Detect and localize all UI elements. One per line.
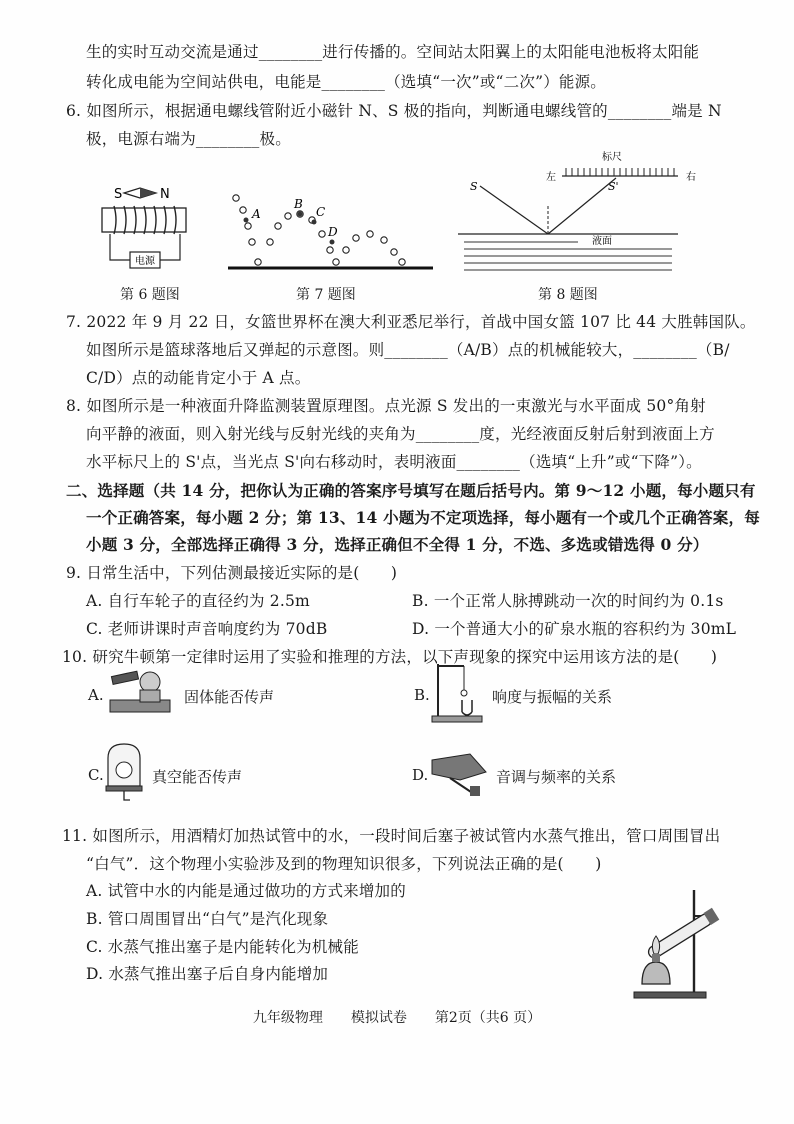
q6-line-2: 极，电源右端为________极。 — [86, 130, 291, 148]
q7-line-2: 如图所示是篮球落地后又弹起的示意图。则________（A/B）点的机械能较大，________（B/ — [86, 341, 730, 359]
q10-a-letter: A. — [88, 686, 104, 704]
fig7-point-b: B — [294, 197, 303, 211]
q9-option-c: C. 老师讲课时声音响度约为 70dB — [86, 620, 328, 638]
compass-needle-dark — [140, 188, 156, 198]
flame — [652, 936, 659, 954]
left-wire — [110, 234, 130, 260]
q10-b-text: 响度与振幅的关系 — [492, 688, 613, 706]
section2-header-2: 一个正确答案，每小题 2 分；第 13、14 小题为不定项选择，每小题有一个或几个正确答案，每 — [86, 508, 760, 527]
rotating-gear — [432, 754, 486, 780]
q11-option-b: B. 管口周围冒出“白气”是汽化现象 — [86, 910, 329, 928]
ruler-ticks — [566, 168, 674, 176]
q11-option-a: A. 试管中水的内能是通过做功的方式来增加的 — [86, 882, 406, 900]
q9-option-b: B. 一个正常人脉搏跳动一次的时间约为 0.1s — [412, 592, 724, 610]
q7-line-3: C/D）点的动能肯定小于 A 点。 — [86, 369, 311, 387]
alcohol-lamp — [642, 962, 670, 984]
q9-option-d: D. 一个普通大小的矿泉水瓶的容积约为 30mL — [412, 620, 737, 638]
q10-stem: 10. 研究牛顿第一定律时运用了实验和推理的方法，以下声现象的探究中运用该方法的是( ) — [62, 648, 718, 666]
q8-line-1: 8. 如图所示是一种液面升降监测装置原理图。点光源 S 发出的一束激光与水平面成 50°角射 — [66, 397, 706, 415]
section2-header-3: 小题 3 分，全部选择正确得 3 分，选择正确但不全得 1 分，不选、多选或错选得 0 分） — [86, 535, 709, 554]
reflected-ray — [548, 178, 616, 234]
tube — [111, 671, 138, 684]
fig8-liquid-label: 液面 — [592, 236, 612, 247]
q10-d-card-wheel-icon — [430, 752, 490, 798]
fig6-n-label: N — [160, 187, 170, 202]
fig8-image-label: S' — [608, 180, 619, 193]
pump-tube — [124, 791, 130, 800]
hand — [470, 786, 480, 796]
alarm-clock — [116, 762, 132, 778]
fig8-source-label: S — [470, 180, 478, 193]
q10-d-letter: D. — [412, 766, 429, 784]
fig8-right-label: 右 — [686, 172, 696, 183]
stand-base — [432, 716, 482, 722]
q5-line-2: 转化成电能为空间站供电，电能是________（选填“一次”或“二次”）能源。 — [86, 73, 606, 91]
q10-c-bell-jar-icon — [104, 740, 144, 806]
fig8-caption: 第 8 题图 — [538, 287, 598, 303]
q10-b-letter: B. — [414, 686, 430, 704]
fig8-left-label: 左 — [546, 172, 556, 183]
fig6-s-label: S — [114, 187, 123, 202]
q8-line-3: 水平标尺上的 S'点，当光点 S'向右移动时，表明液面________（选填“上升”或“下降”）。 — [86, 453, 702, 471]
q10-a-listening-table-icon — [106, 664, 176, 716]
right-wire — [160, 234, 180, 260]
q10-a-text: 固体能否传声 — [184, 688, 275, 706]
q10-b-tuning-fork-stand-icon — [430, 660, 486, 724]
fig8-ruler-label: 标尺 — [602, 152, 622, 163]
fig6-solenoid-diagram — [90, 180, 200, 275]
fig7-point-c: C — [316, 205, 326, 219]
q11-line-2: “白气”．这个物理小实验涉及到的物理知识很多，下列说法正确的是( ) — [86, 855, 602, 873]
person-head — [140, 672, 160, 692]
iron-stand-base — [634, 992, 706, 998]
q8-line-2: 向平静的液面，则入射光线与反射光线的夹角为________度，光经液面反射后射到液面上方 — [86, 425, 715, 443]
q10-d-text: 音调与频率的关系 — [496, 768, 617, 786]
q9-option-a: A. 自行车轮子的直径约为 2.5m — [86, 592, 310, 610]
solenoid-coils — [114, 206, 176, 234]
q11-option-d: D. 水蒸气推出塞子后自身内能增加 — [86, 965, 329, 983]
fig7-basketball-diagram — [228, 190, 438, 280]
q5-line-1: 生的实时互动交流是通过________进行传播的。空间站太阳翼上的太阳能电池板将太阳能 — [86, 43, 700, 61]
q6-line-1: 6. 如图所示，根据通电螺线管附近小磁针 N、S 极的指向，判断通电螺线管的________端是 N — [66, 102, 722, 120]
fig6-power-label: 电源 — [135, 256, 155, 267]
ball — [461, 690, 467, 696]
q9-stem: 9. 日常生活中，下列估测最接近实际的是( ) — [66, 564, 398, 582]
q10-c-letter: C. — [88, 766, 104, 784]
q7-line-1: 7. 2022 年 9 月 22 日，女篮世界杯在澳大利亚悉尼举行，首战中国女篮 107 比 44 大胜韩国队。 — [66, 313, 756, 331]
q11-line-1: 11. 如图所示，用酒精灯加热试管中的水，一段时间后塞子被试管内水蒸气推出，管口周围冒出 — [62, 827, 721, 845]
fig7-point-a: A — [252, 207, 261, 221]
lamp-wick — [652, 954, 660, 962]
liquid-hatching — [464, 242, 672, 270]
incident-ray — [480, 186, 548, 234]
tuning-fork — [462, 700, 472, 715]
q10-c-text: 真空能否传声 — [152, 768, 243, 786]
q11-test-tube-apparatus — [630, 886, 730, 1000]
page-footer: 九年级物理 模拟试卷 第2页（共6 页） — [252, 1010, 542, 1026]
fig8-liquid-level-diagram — [458, 148, 708, 278]
q11-option-c: C. 水蒸气推出塞子是内能转化为机械能 — [86, 938, 359, 956]
section2-header-1: 二、选择题（共 14 分，把你认为正确的答案序号填写在题后括号内。第 9～12 小题，每小题只有 — [66, 481, 756, 500]
person-body — [140, 690, 160, 702]
fig7-caption: 第 7 题图 — [296, 287, 356, 303]
fig7-point-d: D — [328, 225, 338, 239]
fig6-caption: 第 6 题图 — [120, 287, 180, 303]
jar-base — [106, 786, 142, 791]
